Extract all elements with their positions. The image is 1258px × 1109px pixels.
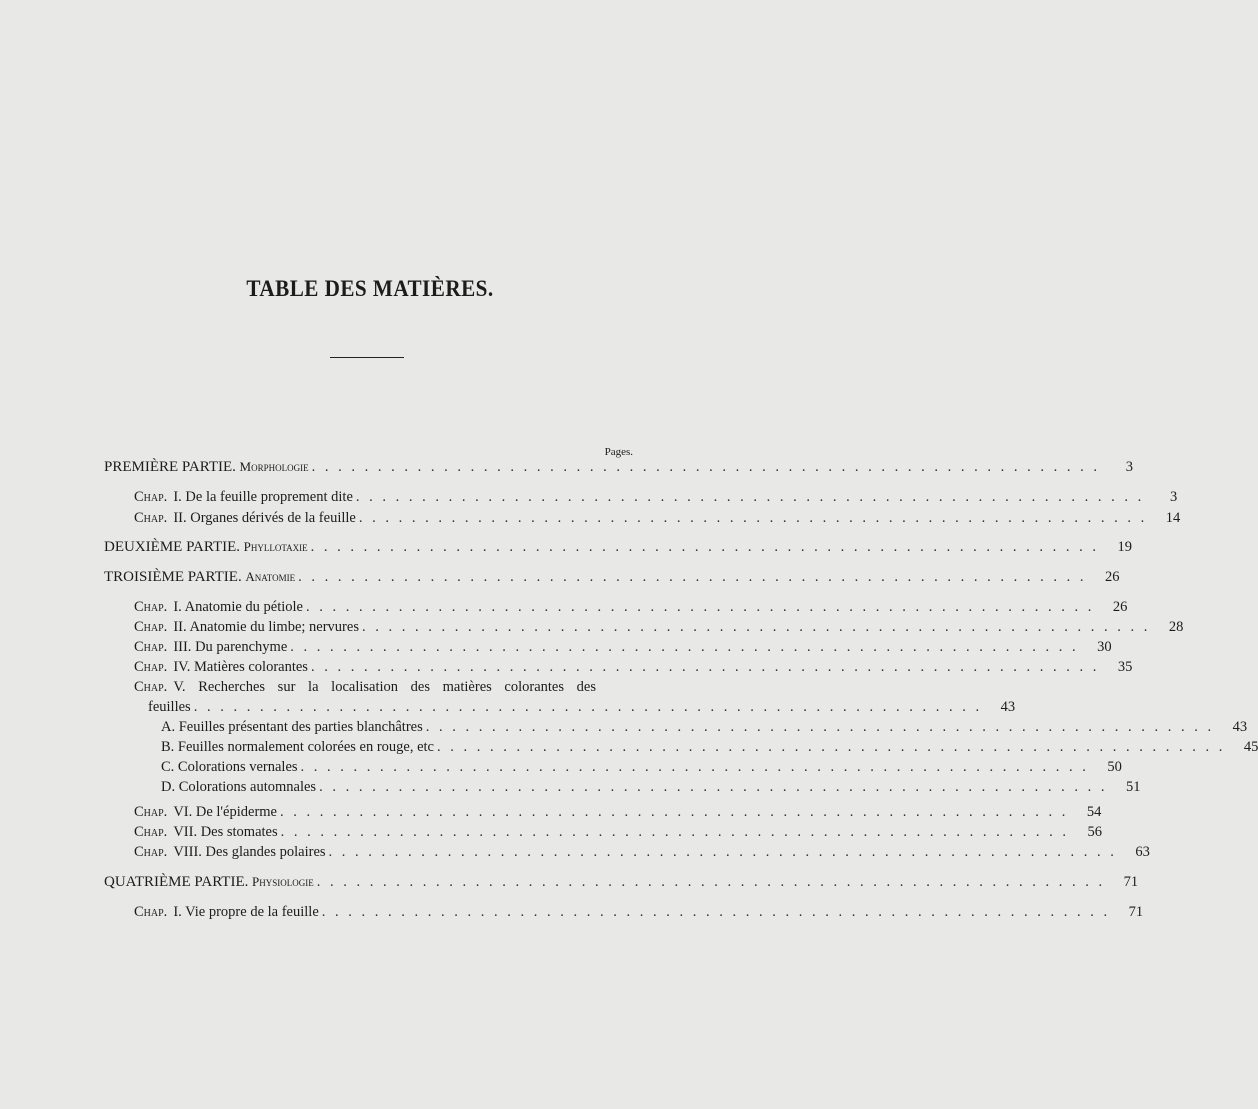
chap-label: Chap. bbox=[134, 599, 168, 615]
chap-title: Du parenchyme bbox=[195, 639, 288, 655]
leader-dots: . . . . . . . . . . . . . . . . . . . . . . . . . . . . . . . . . . . . . . . . . . . . . . . . . . . . . . . . . . . . bbox=[361, 619, 1151, 635]
leader-dots: . . . . . . . . . . . . . . . . . . . . . . . . . . . . . . . . . . . . . . . . . . . . . . . . . . . . . . . . . . . . bbox=[316, 874, 1106, 890]
page-number: 43 bbox=[1000, 699, 1016, 715]
part-title: Anatomie bbox=[245, 569, 296, 584]
toc-entry-chap[interactable] bbox=[134, 904, 1144, 924]
toc-entry-part-1[interactable] bbox=[104, 459, 1133, 479]
page-number: 56 bbox=[1087, 824, 1102, 840]
chap-number: I. bbox=[173, 489, 182, 505]
leader-dots: . . . . . . . . . . . . . . . . . . . . . . . . . . . . . . . . . . . . . . . . . . . . . . . . . . . . . . . . . . . . bbox=[280, 804, 1069, 820]
toc-entry-chap[interactable] bbox=[134, 510, 1181, 530]
leader-dots: . . . . . . . . . . . . . . . . . . . . . . . . . . . . . . . . . . . . . . . . . . . . . . . . . . . . . . . . . . . . bbox=[290, 639, 1079, 655]
leader-dots: . . . . . . . . . . . . . . . . . . . . . . . . . . . . . . . . . . . . . . . . . . . . . . . . . . . . . . . . . . . . bbox=[300, 759, 1089, 775]
chap-title: Organes dérivés de la feuille bbox=[190, 510, 356, 526]
part-label: QUATRIÈME PARTIE. bbox=[104, 874, 249, 890]
section-letter: D. bbox=[161, 779, 176, 795]
page-number: 3 bbox=[1125, 459, 1133, 475]
page-number: 26 bbox=[1104, 569, 1120, 585]
pages-column-label: Pages. bbox=[604, 446, 633, 458]
chap-number: IV. bbox=[173, 659, 191, 675]
chap-number: II. bbox=[173, 619, 187, 635]
toc-entry-chap[interactable] bbox=[134, 489, 1178, 509]
chap-number: VII. bbox=[173, 824, 198, 840]
leader-dots: . . . . . . . . . . . . . . . . . . . . . . . . . . . . . . . . . . . . . . . . . . . . . . . . . . . . . . . . . . . . bbox=[310, 539, 1100, 555]
chap-label: Chap. bbox=[134, 904, 168, 920]
toc-entry-chap[interactable] bbox=[134, 824, 1102, 844]
chap-label: Chap. bbox=[134, 804, 168, 820]
leader-dots: . . . . . . . . . . . . . . . . . . . . . . . . . . . . . . . . . . . . . . . . . . . . . . . . . . . . . . . . . . . . bbox=[425, 719, 1215, 735]
toc-entry-section[interactable] bbox=[161, 779, 1141, 799]
toc-entry-chap[interactable] bbox=[134, 619, 1184, 639]
toc-entry-chap-line2[interactable] bbox=[148, 699, 1016, 719]
leader-dots: . . . . . . . . . . . . . . . . . . . . . . . . . . . . . . . . . . . . . . . . . . . . . . . . . . . . . . . . . . . . bbox=[311, 459, 1100, 475]
part-label: PREMIÈRE PARTIE. bbox=[104, 459, 236, 475]
section-title: Feuilles présentant des parties blanchâtres bbox=[178, 719, 423, 735]
chap-title: Matières colorantes bbox=[194, 659, 308, 675]
part-label: DEUXIÈME PARTIE. bbox=[104, 539, 241, 555]
page-number: 28 bbox=[1168, 619, 1184, 635]
leader-dots: . . . . . . . . . . . . . . . . . . . . . . . . . . . . . . . . . . . . . . . . . . . . . . . . . . . . . . . . . . . . bbox=[280, 824, 1069, 840]
chap-label: Chap. bbox=[134, 489, 168, 505]
section-title: Colorations automnales bbox=[178, 779, 317, 795]
page-number: 54 bbox=[1086, 804, 1102, 820]
chap-label: Chap. bbox=[134, 510, 168, 526]
leader-dots: . . . . . . . . . . . . . . . . . . . . . . . . . . . . . . . . . . . . . . . . . . . . . . . . . . . . . . . . . . . . bbox=[355, 489, 1145, 505]
chap-label: Chap. bbox=[134, 844, 168, 860]
toc-entry-section[interactable] bbox=[161, 759, 1122, 779]
part-title: Phyllotaxie bbox=[243, 539, 308, 554]
chap-label: Chap. bbox=[134, 659, 168, 675]
chap-number: I. bbox=[173, 904, 182, 920]
section-title: Feuilles normalement colorées en rouge, etc bbox=[177, 739, 434, 755]
leader-dots: . . . . . . . . . . . . . . . . . . . . . . . . . . . . . . . . . . . . . . . . . . . . . . . . . . . . . . . . . . . . bbox=[321, 904, 1111, 920]
section-title: Colorations vernales bbox=[177, 759, 298, 775]
chap-title: De l'épiderme bbox=[195, 804, 277, 820]
chap-label: Chap. bbox=[134, 679, 168, 695]
leader-dots: . . . . . . . . . . . . . . . . . . . . . . . . . . . . . . . . . . . . . . . . . . . . . . . . . . . . . . . . . . . . bbox=[328, 844, 1117, 860]
page-number: 35 bbox=[1117, 659, 1133, 675]
leader-dots: . . . . . . . . . . . . . . . . . . . . . . . . . . . . . . . . . . . . . . . . . . . . . . . . . . . . . . . . . . . . bbox=[298, 569, 1087, 585]
page-number: 43 bbox=[1232, 719, 1248, 735]
page-title: TABLE DES MATIÈRES. bbox=[246, 276, 494, 301]
page-number: 51 bbox=[1125, 779, 1141, 795]
toc-entry-chap[interactable] bbox=[134, 599, 1128, 619]
toc-entry-chap[interactable] bbox=[134, 639, 1112, 659]
chap-label: Chap. bbox=[134, 824, 168, 840]
page-number: 3 bbox=[1170, 489, 1178, 505]
chap-number: VI. bbox=[173, 804, 193, 820]
chap-label: Chap. bbox=[134, 619, 168, 635]
toc-entry-chap[interactable] bbox=[134, 804, 1102, 824]
toc-entry-chap-line1[interactable] bbox=[134, 679, 596, 696]
leader-dots: . . . . . . . . . . . . . . . . . . . . . . . . . . . . . . . . . . . . . . . . . . . . . . . . . . . . . . . . . . . . bbox=[319, 779, 1108, 795]
chap-number: II. bbox=[173, 510, 187, 526]
chap-number: I. bbox=[173, 599, 182, 615]
chap-title: Anatomie du limbe; nervures bbox=[189, 619, 359, 635]
chap-title: Des glandes polaires bbox=[205, 844, 326, 860]
page-number: 14 bbox=[1165, 510, 1181, 526]
section-letter: C. bbox=[161, 759, 175, 775]
title-rule bbox=[330, 357, 404, 358]
page-number: 19 bbox=[1117, 539, 1133, 555]
part-label: TROISIÈME PARTIE. bbox=[104, 569, 242, 585]
chap-title: Vie propre de la feuille bbox=[185, 904, 319, 920]
chap-number: III. bbox=[173, 639, 192, 655]
toc-entry-chap[interactable] bbox=[134, 659, 1133, 679]
leader-dots: . . . . . . . . . . . . . . . . . . . . . . . . . . . . . . . . . . . . . . . . . . . . . . . . . . . . . . . . . . . . bbox=[358, 510, 1148, 526]
page-number: 30 bbox=[1097, 639, 1112, 655]
chap-title: Des stomates bbox=[200, 824, 278, 840]
leader-dots: . . . . . . . . . . . . . . . . . . . . . . . . . . . . . . . . . . . . . . . . . . . . . . . . . . . . . . . . . . . . bbox=[310, 659, 1100, 675]
toc-entry-part-4[interactable] bbox=[104, 874, 1139, 894]
leader-dots: . . . . . . . . . . . . . . . . . . . . . . . . . . . . . . . . . . . . . . . . . . . . . . . . . . . . . . . . . . . . bbox=[437, 739, 1226, 755]
toc-entry-section[interactable] bbox=[161, 719, 1248, 739]
chap-number: V. bbox=[173, 679, 186, 695]
page-number: 71 bbox=[1123, 874, 1139, 890]
chap-title: Anatomie du pétiole bbox=[184, 599, 303, 615]
chap-title: De la feuille proprement dite bbox=[185, 489, 353, 505]
leader-dots: . . . . . . . . . . . . . . . . . . . . . . . . . . . . . . . . . . . . . . . . . . . . . . . . . . . . . . . . . . . . bbox=[306, 599, 1095, 615]
toc-entry-chap[interactable] bbox=[134, 844, 1150, 864]
page-number: 71 bbox=[1128, 904, 1144, 920]
part-title: Morphologie bbox=[239, 459, 309, 474]
leader-dots: . . . . . . . . . . . . . . . . . . . . . . . . . . . . . . . . . . . . . . . . . . . . . . . . . . . . . . . . . . . . bbox=[193, 699, 983, 715]
page-number: 45 bbox=[1243, 739, 1258, 755]
toc-entry-section[interactable] bbox=[161, 739, 1258, 759]
toc-entry-part-3[interactable] bbox=[104, 569, 1120, 589]
chap-number: VIII. bbox=[173, 844, 202, 860]
chap-label: Chap. bbox=[134, 639, 168, 655]
chap-title: Recherches sur la localisation des matières colorantes des bbox=[198, 679, 596, 695]
page-number: 26 bbox=[1112, 599, 1128, 615]
toc-entry-part-2[interactable] bbox=[104, 539, 1133, 559]
chap-title-continued: feuilles bbox=[148, 699, 191, 715]
section-letter: A. bbox=[161, 719, 176, 735]
part-title: Physiologie bbox=[252, 874, 314, 889]
section-letter: B. bbox=[161, 739, 175, 755]
page-number: 50 bbox=[1107, 759, 1122, 775]
page-number: 63 bbox=[1135, 844, 1150, 860]
